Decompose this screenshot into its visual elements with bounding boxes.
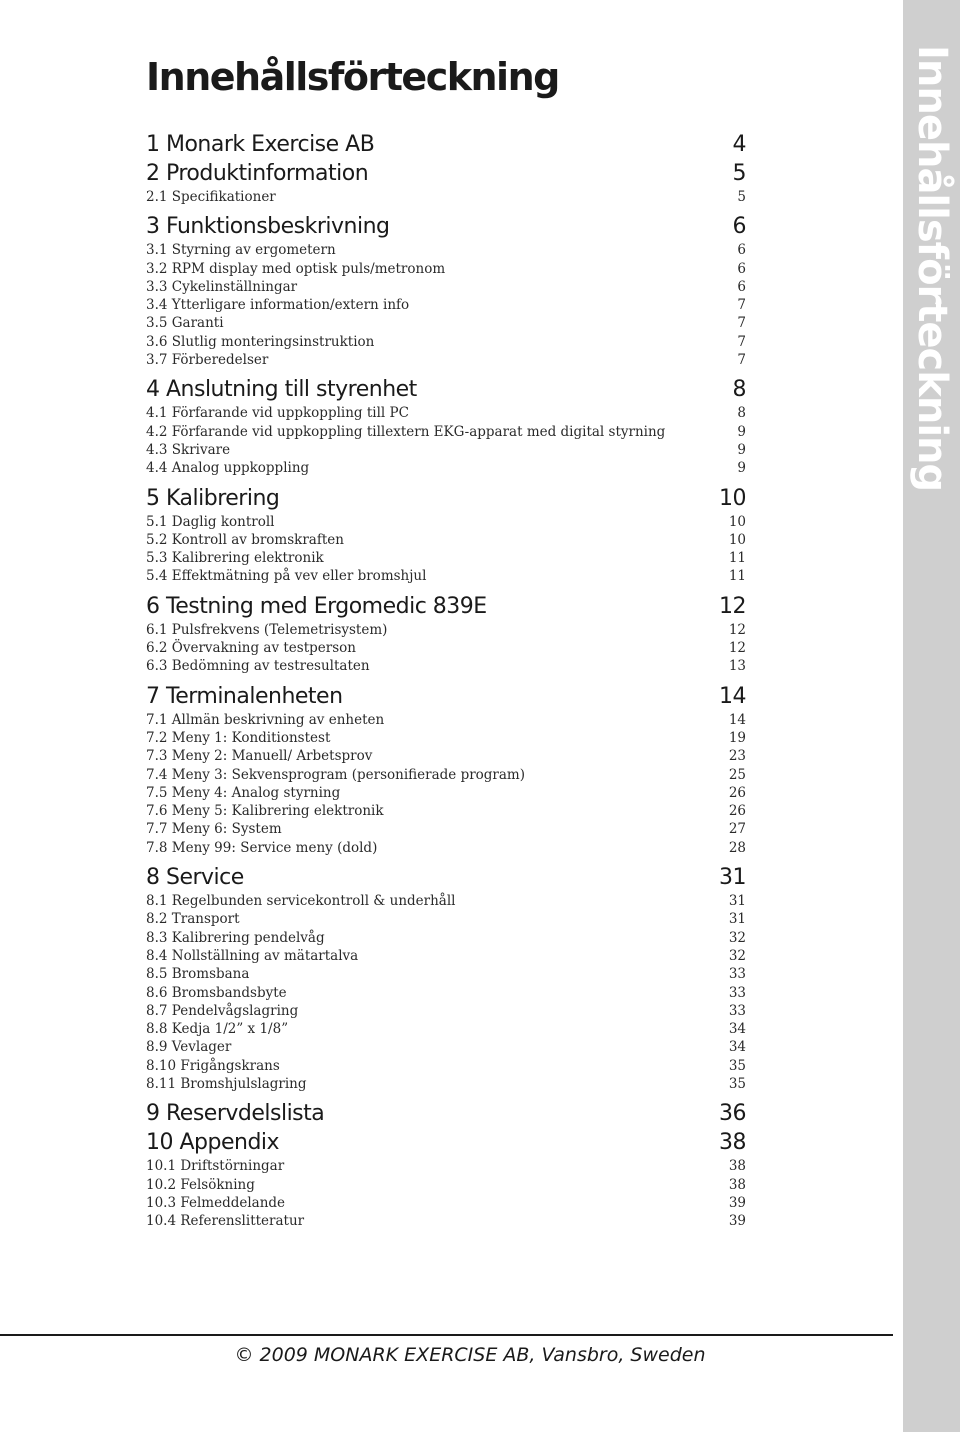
toc-entry-label: 1 Monark Exercise AB [146, 132, 375, 157]
toc-section-row[interactable] [146, 423, 746, 441]
toc-page-number: 31 [728, 893, 746, 910]
toc-entry-label: 8.1 Regelbunden servicekontroll & underhåll [146, 893, 456, 910]
toc-page-number: 25 [728, 766, 746, 783]
toc-page-number: 39 [728, 1194, 746, 1211]
toc-entry-label: 5 Kalibrering [146, 485, 280, 511]
toc-page-number: 7 [737, 297, 746, 314]
toc-chapter-row[interactable] [146, 484, 746, 513]
toc-page-number: 10 [719, 485, 746, 511]
toc-page-number: 5 [732, 161, 746, 186]
toc-section-row[interactable] [146, 241, 746, 259]
toc-entry-label: 7.1 Allmän beskrivning av enheten [146, 711, 385, 728]
toc-entry-label: 2.1 Specifikationer [146, 189, 276, 205]
toc-page-number: 33 [728, 1002, 746, 1019]
toc-entry-label: 5.2 Kontroll av bromskraften [146, 531, 344, 548]
toc-page-number: 32 [728, 947, 746, 964]
toc-page-number: 12 [719, 593, 746, 619]
toc-page-number: 9 [737, 460, 746, 477]
toc-page-number: 6 [737, 278, 746, 295]
side-tab [903, 0, 960, 1432]
toc-page-number: 38 [728, 1158, 746, 1175]
toc-section-row[interactable] [146, 984, 746, 1002]
toc-section-row[interactable] [146, 621, 746, 639]
toc-entry-label: 6.1 Pulsfrekvens (Telemetrisystem) [146, 621, 388, 638]
toc-section-row[interactable] [146, 929, 746, 947]
toc-entry-label: 10.2 Felsökning [146, 1176, 255, 1193]
toc-section-row[interactable] [146, 1212, 746, 1230]
toc-entry-label: 8.8 Kedja 1/2” x 1/8” [146, 1021, 289, 1038]
toc-entry-label: 8.3 Kalibrering pendelvåg [146, 929, 325, 946]
side-tab-label: Innehållsförteckning [909, 45, 955, 492]
toc-section-row[interactable] [146, 910, 746, 928]
toc-chapter-row[interactable] [146, 1099, 746, 1128]
toc-section-row[interactable] [146, 711, 746, 729]
toc-entry-label: 2 Produktinformation [146, 161, 369, 186]
toc-section-row[interactable] [146, 729, 746, 747]
toc-entry-label: 8.4 Nollställning av mätartalva [146, 947, 359, 964]
toc-entry-label: 3.6 Slutlig monteringsinstruktion [146, 333, 375, 350]
toc-section-row[interactable] [146, 513, 746, 531]
table-of-contents [146, 130, 746, 1230]
toc-page-number: 10 [728, 513, 746, 530]
toc-chapter-row[interactable] [146, 375, 746, 404]
toc-section-row[interactable] [146, 839, 746, 857]
toc-entry-label: 7.8 Meny 99: Service meny (dold) [146, 839, 378, 856]
toc-page-number: 14 [719, 683, 746, 709]
toc-chapter-row[interactable] [146, 592, 746, 621]
toc-entry-label: 10 Appendix [146, 1130, 280, 1156]
footer-copyright: © 2009 MONARK EXERCISE AB, Vansbro, Sweden [234, 1344, 706, 1366]
toc-section-row[interactable] [146, 1075, 746, 1093]
toc-page-number: 8 [732, 377, 746, 403]
toc-chapter-row[interactable] [146, 682, 746, 711]
toc-page-number: 34 [728, 1039, 746, 1056]
toc-section-row[interactable] [146, 802, 746, 820]
toc-entry-label: 3.4 Ytterligare information/extern info [146, 297, 410, 314]
toc-entry-label: 8.2 Transport [146, 911, 240, 928]
toc-section-row[interactable] [146, 278, 746, 296]
toc-page-number: 39 [728, 1213, 746, 1230]
toc-entry-label: 6.2 Övervakning av testperson [146, 640, 356, 657]
toc-page-number: 8 [737, 405, 746, 422]
toc-page-number: 10 [728, 531, 746, 548]
toc-section-row[interactable] [146, 1157, 746, 1175]
toc-entry-label: 8.7 Pendelvågslagring [146, 1002, 299, 1019]
toc-entry-label: 8.5 Bromsbana [146, 966, 250, 983]
toc-section-row[interactable] [146, 1194, 746, 1212]
toc-section-row[interactable] [146, 314, 746, 332]
toc-entry-label: 7.4 Meny 3: Sekvensprogram (personifierade program) [146, 766, 526, 783]
toc-page-number: 9 [737, 423, 746, 440]
toc-page-number: 34 [728, 1021, 746, 1038]
toc-chapter-row[interactable] [146, 130, 746, 159]
toc-page-number: 14 [728, 711, 746, 728]
toc-page-number: 31 [719, 865, 746, 891]
toc-section-row[interactable] [146, 657, 746, 675]
toc-page-number: 38 [719, 1130, 746, 1156]
toc-page-number: 5 [737, 189, 746, 205]
toc-entry-label: 4.2 Förfarande vid uppkoppling tillextern EKG-apparat med digital styrning [146, 423, 666, 440]
toc-page-number: 4 [732, 132, 746, 157]
toc-page-number: 26 [728, 803, 746, 820]
toc-section-row[interactable] [146, 404, 746, 422]
toc-page-number: 7 [737, 333, 746, 350]
toc-page-number: 33 [728, 984, 746, 1001]
toc-page-number: 26 [728, 784, 746, 801]
toc-section-row[interactable] [146, 531, 746, 549]
toc-section-row[interactable] [146, 1002, 746, 1020]
toc-page-number: 27 [728, 821, 746, 838]
toc-section-row[interactable] [146, 260, 746, 278]
toc-entry-label: 4.4 Analog uppkoppling [146, 460, 310, 477]
toc-page-number: 7 [737, 352, 746, 369]
toc-page-number: 7 [737, 315, 746, 332]
toc-entry-label: 6 Testning med Ergomedic 839E [146, 593, 487, 619]
toc-entry-label: 10.3 Felmeddelande [146, 1194, 286, 1211]
toc-entry-label: 8 Service [146, 865, 244, 891]
toc-entry-label: 7.3 Meny 2: Manuell/ Arbetsprov [146, 748, 373, 765]
toc-entry-label: 5.1 Daglig kontroll [146, 513, 275, 530]
toc-entry-label: 7.5 Meny 4: Analog styrning [146, 784, 341, 801]
toc-section-row[interactable] [146, 567, 746, 585]
toc-page-number: 12 [728, 640, 746, 657]
toc-entry-label: 3.5 Garanti [146, 315, 224, 332]
toc-section-row[interactable] [146, 1020, 746, 1038]
toc-page-number: 35 [728, 1057, 746, 1074]
toc-chapter-row[interactable] [146, 1128, 746, 1157]
toc-entry-label: 3.2 RPM display med optisk puls/metronom [146, 260, 446, 277]
toc-entry-label: 10.4 Referenslitteratur [146, 1213, 305, 1230]
toc-page-number: 6 [732, 214, 746, 240]
toc-entry-label: 3 Funktionsbeskrivning [146, 214, 390, 240]
toc-section-row[interactable] [146, 1057, 746, 1075]
toc-entry-label: 6.3 Bedömning av testresultaten [146, 658, 370, 675]
toc-page-number: 31 [728, 911, 746, 928]
toc-section-row[interactable] [146, 1176, 746, 1194]
toc-entry-label: 8.11 Bromshjulslagring [146, 1075, 307, 1092]
toc-page-number: 11 [728, 550, 746, 567]
toc-entry-label: 5.3 Kalibrering elektronik [146, 550, 324, 567]
toc-entry-label: 4.3 Skrivare [146, 441, 231, 458]
toc-entry-label: 7 Terminalenheten [146, 683, 343, 709]
toc-page-number: 9 [737, 441, 746, 458]
toc-section-row[interactable] [146, 296, 746, 314]
toc-page-number: 38 [728, 1176, 746, 1193]
toc-page-number: 23 [728, 748, 746, 765]
toc-page-number: 11 [728, 568, 746, 585]
toc-page-number: 6 [737, 242, 746, 259]
toc-chapter-row[interactable] [146, 212, 746, 241]
toc-section-row[interactable] [146, 747, 746, 765]
toc-entry-label: 5.4 Effektmätning på vev eller bromshjul [146, 568, 427, 585]
toc-section-row[interactable] [146, 441, 746, 459]
footer-divider [0, 1334, 893, 1336]
toc-section-row[interactable] [146, 965, 746, 983]
toc-section-row[interactable] [146, 549, 746, 567]
toc-section-row[interactable] [146, 459, 746, 477]
toc-section-row[interactable] [146, 947, 746, 965]
toc-entry-label: 7.7 Meny 6: System [146, 821, 282, 838]
toc-entry-label: 9 Reservdelslista [146, 1101, 325, 1127]
toc-page-number: 33 [728, 966, 746, 983]
toc-chapter-row[interactable] [146, 159, 746, 188]
toc-page-number: 12 [728, 621, 746, 638]
toc-page-number: 6 [737, 260, 746, 277]
toc-page-number: 35 [728, 1075, 746, 1092]
toc-entry-label: 4 Anslutning till styrenhet [146, 377, 417, 403]
toc-entry-label: 8.9 Vevlager [146, 1039, 232, 1056]
toc-section-row[interactable] [146, 766, 746, 784]
toc-section-row[interactable] [146, 784, 746, 802]
page-title: Innehållsförteckning [146, 55, 559, 100]
toc-section-row[interactable] [146, 892, 746, 910]
toc-entry-label: 7.6 Meny 5: Kalibrering elektronik [146, 803, 384, 820]
toc-entry-label: 3.7 Förberedelser [146, 352, 269, 369]
toc-entry-label: 8.6 Bromsbandsbyte [146, 984, 287, 1001]
toc-section-row[interactable] [146, 1038, 746, 1056]
toc-section-row[interactable] [146, 639, 746, 657]
toc-entry-label: 8.10 Frigångskrans [146, 1057, 280, 1074]
toc-section-row[interactable] [146, 820, 746, 838]
toc-section-row[interactable] [146, 351, 746, 369]
toc-entry-label: 4.1 Förfarande vid uppkoppling till PC [146, 405, 409, 422]
toc-page-number: 36 [719, 1101, 746, 1127]
toc-section-row[interactable] [146, 188, 746, 206]
toc-chapter-row[interactable] [146, 863, 746, 892]
toc-section-row[interactable] [146, 333, 746, 351]
toc-entry-label: 3.1 Styrning av ergometern [146, 242, 336, 259]
toc-entry-label: 10.1 Driftstörningar [146, 1158, 285, 1175]
toc-entry-label: 3.3 Cykelinställningar [146, 278, 298, 295]
toc-entry-label: 7.2 Meny 1: Konditionstest [146, 729, 331, 746]
toc-page-number: 32 [728, 929, 746, 946]
toc-page-number: 19 [728, 729, 746, 746]
toc-page-number: 28 [728, 839, 746, 856]
toc-page-number: 13 [728, 658, 746, 675]
